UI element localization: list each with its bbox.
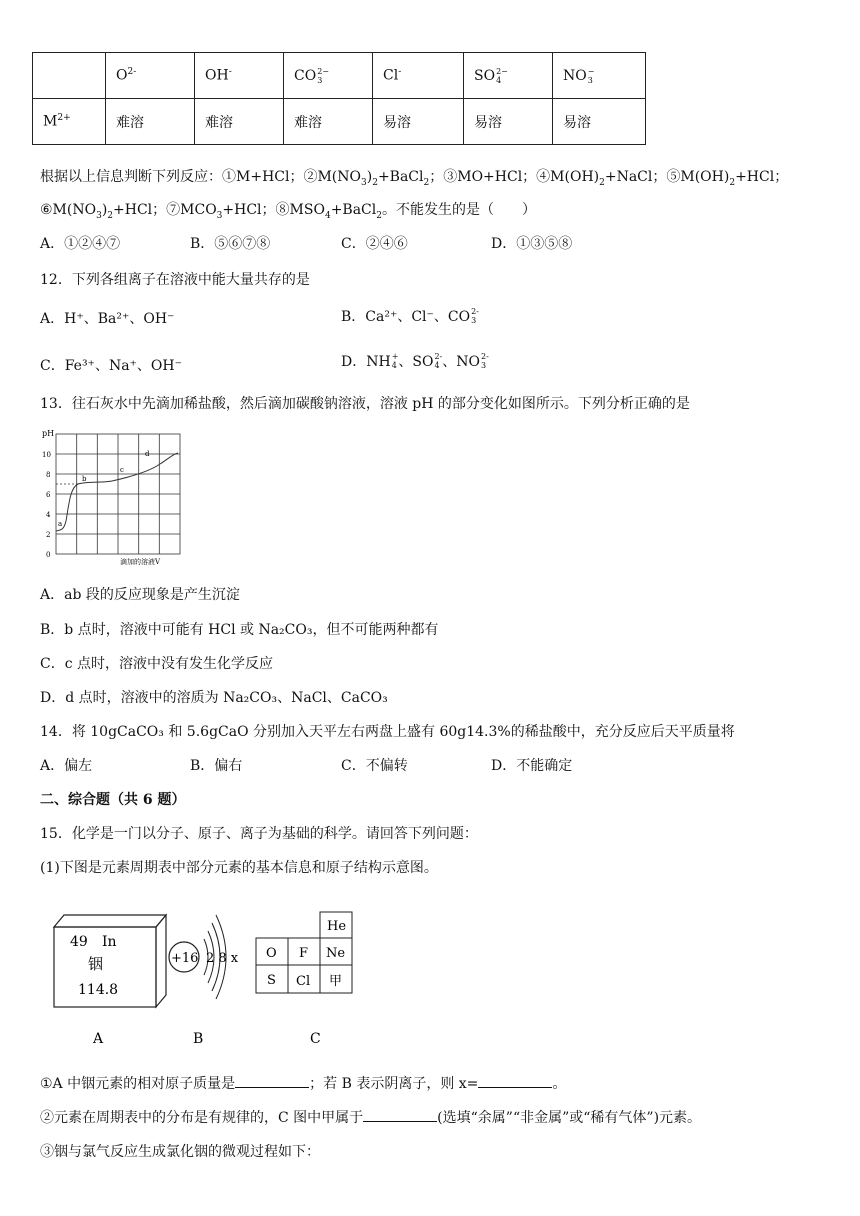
answer-blank[interactable] (235, 1075, 309, 1088)
figure-label-c: C (310, 1031, 321, 1047)
section-title: 二、综合题（共 6 题） (40, 792, 186, 808)
cell-jia: 甲 (329, 974, 343, 989)
figure-a-element-card (54, 915, 166, 1007)
atomic-mass: 114.8 (78, 982, 119, 998)
y-tick-label: 0 (46, 551, 51, 559)
electron-shells: 2 8 x (206, 951, 239, 966)
q13-option-b[interactable]: B．b 点时，溶液中可能有 HCl 或 Na₂CO₃，但不可能两种都有 (40, 622, 439, 638)
y-tick-label: 4 (46, 511, 51, 519)
q12-option-c[interactable]: C．Fe³⁺、Na⁺、OH⁻ (40, 358, 183, 374)
chart-grid (56, 434, 180, 554)
q11-option-a[interactable]: A．①②④⑦ (40, 236, 121, 252)
table-cell: 易溶 (464, 99, 553, 145)
atomic-number: 49 (70, 934, 88, 950)
figure-label-b: B (193, 1031, 204, 1047)
q11-line1: 根据以上信息判断下列反应：①M+HCl；$②M(NO_3)_2+BaCl_2$；③MO+HCl；$④M(OH)_2+NaCl$；$⑤M(OH)_2+HCl$； (40, 169, 789, 188)
q13-option-d[interactable]: D．d 点时，溶液中的溶质为 Na₂CO₃、NaCl、CaCO₃ (40, 690, 388, 706)
q15-sub1: (1)下图是元素周期表中部分元素的基本信息和原子结构示意图。 (40, 860, 438, 876)
q14-option-a[interactable]: A．偏左 (40, 758, 93, 774)
table-header-cell: NO − 3 (553, 53, 646, 99)
q15-q3: ③铟与氯气反应生成氯化铟的微观过程如下： (40, 1144, 320, 1160)
y-tick-label: 10 (42, 451, 51, 459)
table-cell: 难溶 (284, 99, 373, 145)
q13-option-a[interactable]: A．ab 段的反应现象是产生沉淀 (40, 587, 240, 603)
q13-option-c[interactable]: C．c 点时，溶液中没有发生化学反应 (40, 656, 274, 672)
q12-stem: 12．下列各组离子在溶液中能大量共存的是 (40, 272, 310, 288)
point-label-a: a (58, 520, 63, 528)
figure-b-atom-diagram (169, 915, 239, 999)
y-tick-label: 2 (46, 531, 51, 539)
table-row (33, 99, 646, 145)
q11-option-d[interactable]: D．①③⑤⑧ (491, 236, 573, 252)
q11-line2: $⑥M(NO_3)_2+HCl$；$⑦MCO_3+HCl$；$⑧MSO_4+BaCl_2$。不能发生的是（ ） (40, 202, 536, 221)
point-label-c: c (120, 466, 124, 474)
q12-option-d[interactable]: D．NH + 4 、SO 2- 4 、NO 2- 3 (341, 352, 489, 370)
table-cell: 易溶 (373, 99, 464, 145)
y-tick-label: 8 (46, 471, 51, 479)
cell-s: S (267, 973, 276, 988)
table-header-cell: CO 2− 3 (284, 53, 373, 99)
cell-ne: Ne (326, 946, 346, 961)
solubility-table (32, 52, 646, 145)
q11-option-c[interactable]: C．②④⑥ (341, 236, 408, 252)
cell-cl: Cl (296, 974, 311, 989)
q14-option-d[interactable]: D．不能确定 (491, 758, 573, 774)
q12-option-b[interactable]: B．Ca²⁺、Cl⁻、CO 2- 3 (341, 307, 479, 325)
table-header-cell: SO 2− 4 (464, 53, 553, 99)
table-header-cell: $O^{2-}$ (106, 53, 195, 99)
q13-stem: 13．往石灰水中先滴加稀盐酸，然后滴加碳酸钠溶液，溶液 pH 的部分变化如图所示。下列分析正确的是 (40, 396, 690, 412)
table-header-cell: Cl- (373, 53, 464, 99)
y-tick-label: 6 (46, 491, 51, 499)
table-header-row (33, 53, 646, 99)
element-symbol: In (102, 934, 117, 950)
chart-ylabel: pH (42, 429, 55, 438)
table-header-cell: OH- (195, 53, 284, 99)
cell-o: O (266, 946, 277, 961)
figure-label-a: A (93, 1031, 104, 1047)
q12-option-a[interactable]: A．H⁺、Ba²⁺、OH⁻ (40, 311, 175, 327)
cell-he: He (327, 919, 347, 934)
table-row-label: $M^{2+}$ (33, 99, 106, 145)
ph-chart (40, 426, 190, 566)
q14-option-c[interactable]: C．不偏转 (341, 758, 408, 774)
nucleus-label: +16 (171, 951, 199, 966)
table-cell: 难溶 (195, 99, 284, 145)
table-cell: 易溶 (553, 99, 646, 145)
table-cell: 难溶 (106, 99, 195, 145)
table-cell (33, 53, 106, 99)
element-figure (40, 895, 380, 1055)
answer-blank[interactable] (363, 1109, 437, 1122)
point-label-b: b (82, 475, 87, 483)
q15-stem: 15．化学是一门以分子、原子、离子为基础的科学。请回答下列问题： (40, 826, 478, 842)
element-name: 铟 (88, 955, 104, 973)
q14-option-b[interactable]: B．偏右 (190, 758, 243, 774)
point-label-d: d (145, 450, 150, 458)
q15-q1: ①A 中铟元素的相对原子质量是 ；若 B 表示阴离子，则 x= 。 (40, 1076, 567, 1092)
chart-xlabel: 滴加的溶液V (120, 558, 161, 566)
q11-option-b[interactable]: B．⑤⑥⑦⑧ (190, 236, 271, 252)
q15-q2: ②元素在周期表中的分布是有规律的，C 图中甲属于 (选填“余属”“非金属”或“稀有气体”)元素。 (40, 1110, 702, 1126)
cell-f: F (299, 946, 309, 961)
q14-stem: 14．将 10gCaCO₃ 和 5.6gCaO 分别加入天平左右两盘上盛有 60g14.3%的稀盐酸中，充分反应后天平质量将 (40, 724, 735, 740)
answer-blank[interactable] (478, 1075, 552, 1088)
